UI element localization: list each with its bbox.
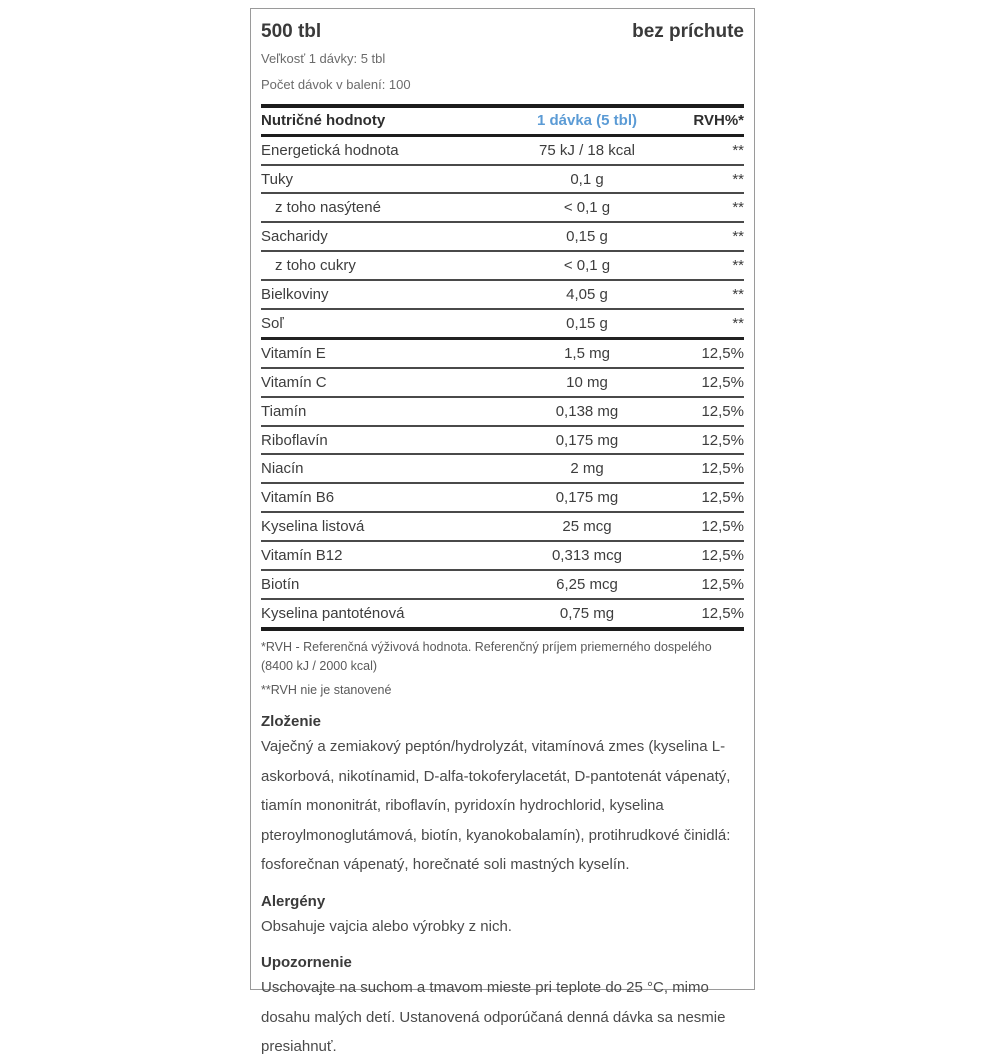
nutrient-value: 2 mg [570,460,604,478]
nutrient-value: 0,313 mcg [551,547,623,565]
table-row [261,571,744,600]
nutrient-value: 0,75 mg [559,604,615,622]
nutrient-value: 10 mg [566,373,608,391]
nutrient-value: 0,15 g [566,314,608,332]
nutrient-name: Biotín [261,575,300,593]
nutrient-name: Kyselina pantoténová [261,604,405,622]
table-row [261,281,744,310]
nutrient-name: Soľ [261,314,284,332]
nutrient-rvh: 12,5% [701,460,744,478]
nutrient-value: < 0,1 g [563,257,611,275]
nutrient-name: z toho cukry [275,257,356,275]
section-body: Vaječný a zemiakový peptón/hydrolyzát, vitamínová zmes (kyselina L-askorbová, nikotínamid, D-alfa-tokoferylacetát, D-pantotenát vápenatý, tiamín mononitrát, riboflavín, pyridoxín hydrochlorid, kyselina pteroylmonoglutámová, biotín, kyanokobalamín), protihrudkové činidlá: fosforečnan vápenatý, horečnaté soli mastných kyselín. [261,737,731,874]
table-row [261,166,744,195]
section-heading: Alergény [261,892,326,910]
table-row [261,542,744,571]
table-row [261,340,744,369]
nutrient-name: Vitamín B12 [261,547,343,565]
nutrient-name: Riboflavín [261,431,328,449]
footnotes [261,638,744,700]
nutrient-rvh: 12,5% [701,489,744,507]
servings-per-pack-line: Počet dávok v balení: 100 [261,76,411,92]
text-section [261,713,744,880]
table-row [261,484,744,513]
nutrition-table-body [261,137,744,631]
nutrient-rvh: 12,5% [701,373,744,391]
table-row [261,369,744,398]
nutrient-rvh: 12,5% [701,518,744,536]
table-header-rvh: RVH%* [693,112,744,130]
table-row [261,455,744,484]
text-section [261,893,744,942]
table-row [261,194,744,223]
section-body: Obsahuje vajcia alebo výrobky z nich. [261,917,512,935]
table-row [261,252,744,281]
nutrition-table [261,104,744,631]
nutrient-rvh: ** [732,257,744,275]
nutrient-name: Vitamín C [261,373,327,391]
nutrient-value: 0,15 g [566,228,608,246]
nutrient-name: Vitamín B6 [261,489,335,507]
table-row [261,137,744,166]
table-row [261,513,744,542]
nutrient-value: < 0,1 g [563,199,611,217]
nutrient-value: 0,1 g [570,170,604,188]
nutrient-rvh: ** [732,286,744,304]
table-row [261,310,744,340]
table-row [261,427,744,456]
section-heading: Zloženie [261,712,322,730]
nutrient-rvh: 12,5% [701,575,744,593]
nutrient-rvh: ** [732,199,744,217]
nutrition-table-header [261,108,744,137]
nutrient-rvh: 12,5% [701,431,744,449]
nutrient-value: 0,175 mg [555,431,619,449]
nutrient-rvh: 12,5% [701,547,744,565]
nutrient-value: 1,5 mg [564,344,610,362]
nutrient-rvh: ** [732,314,744,332]
table-header-serving: 1 dávka (5 tbl) [536,112,638,130]
nutrient-name: Bielkoviny [261,286,329,304]
table-row [261,223,744,252]
nutrition-label [250,8,755,1056]
text-sections [261,713,744,1062]
nutrient-rvh: ** [732,170,744,188]
nutrient-value: 4,05 g [566,286,608,304]
footnote-line: *RVH - Referenčná výživová hodnota. Referenčný príjem priemerného dospelého (8400 kJ / 2000 kcal) [261,639,712,674]
nutrient-value: 75 kJ / 18 kcal [539,141,635,159]
table-row [261,398,744,427]
nutrient-value: 25 mcg [562,518,612,536]
nutrient-value: 6,25 mcg [556,575,618,593]
product-size: 500 tbl [261,21,322,42]
nutrient-name: Kyselina listová [261,518,365,536]
table-header-name: Nutričné hodnoty [261,112,386,130]
serving-size-line: Veľkosť 1 dávky: 5 tbl [261,51,386,66]
section-heading: Upozornenie [261,954,352,972]
nutrient-name: z toho nasýtené [275,199,381,217]
nutrient-rvh: 12,5% [701,604,744,622]
nutrient-name: Tiamín [261,402,307,420]
nutrient-name: Tuky [261,170,293,188]
product-flavor: bez príchute [632,21,744,42]
nutrient-name: Sacharidy [261,228,328,246]
text-section [261,954,744,1062]
nutrient-name: Energetická hodnota [261,141,399,159]
nutrient-rvh: ** [732,141,744,159]
footnote-line: **RVH nie je stanovené [261,682,392,697]
section-body: Uschovajte na suchom a tmavom mieste pri teplote do 25 °C, mimo dosahu malých detí. Ustanovená odporúčaná denná dávka sa nesmie presiahnuť. [261,979,726,1056]
nutrient-rvh: ** [732,228,744,246]
nutrient-rvh: 12,5% [701,402,744,420]
nutrient-value: 0,138 mg [555,402,619,420]
nutrient-value: 0,175 mg [555,489,619,507]
table-row [261,600,744,631]
nutrient-name: Niacín [261,460,304,478]
nutrient-rvh: 12,5% [701,344,744,362]
nutrient-name: Vitamín E [261,344,326,362]
label-title-row [261,21,744,43]
